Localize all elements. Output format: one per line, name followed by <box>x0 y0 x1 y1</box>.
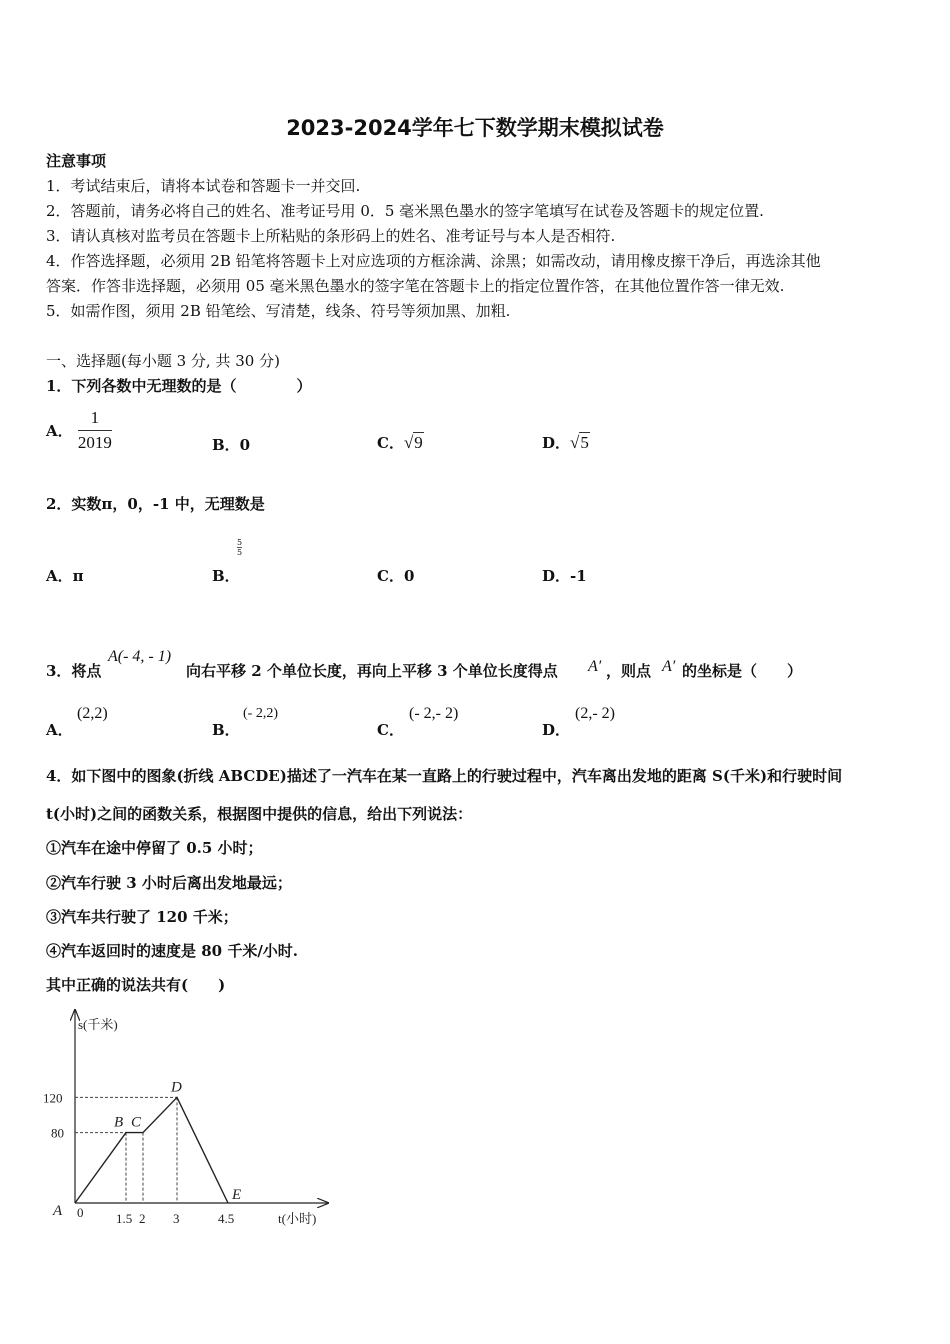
q1-option-d <box>542 432 590 453</box>
q1-c-sqrt: √9 <box>403 433 423 452</box>
q4-ask: 其中正确的说法共有( ) <box>46 976 226 994</box>
point-label-A: A <box>53 1203 63 1219</box>
q2-option-c: C．0 <box>377 567 415 585</box>
y-tick-80: 80 <box>51 1125 64 1141</box>
q4-distance-time-chart <box>40 1005 340 1235</box>
q2-b-numerator: 5 <box>237 538 243 547</box>
y-axis-label: s(千米) <box>78 1017 118 1032</box>
q1-c-radicand: 9 <box>414 433 423 452</box>
q2-b-denominator: 5 <box>237 548 243 557</box>
q1-a-denominator: 2019 <box>77 433 112 452</box>
q1-option-a-fraction <box>78 408 112 453</box>
q4-line-1: 4．如下图中的图象(折线 ABCDE)描述了一汽车在某一直路上的行驶过程中，汽车离出发地的距离 S(千米)和行驶时间 <box>46 767 843 785</box>
point-label-B: B <box>114 1114 124 1131</box>
q1-option-a <box>46 408 112 453</box>
point-label-E: E <box>232 1187 242 1203</box>
q3-option-a-value: (2,2) <box>77 705 108 722</box>
q2-option-b: B． <box>212 567 240 585</box>
x-tick-3: 3 <box>173 1211 180 1226</box>
q4-statement-1: ①汽车在途中停留了 0.5 小时； <box>46 839 263 857</box>
q1-option-a-label: A． <box>46 422 73 440</box>
note-item-1: 1．考试结束后，请将本试卷和答题卡一并交回. <box>46 177 361 195</box>
q2-option-b-fraction <box>237 538 242 559</box>
q2-option-d: D．-1 <box>542 567 587 585</box>
x-tick-1.5: 1.5 <box>116 1211 133 1226</box>
q1-a-numerator: 1 <box>78 408 112 431</box>
y-tick-120: 120 <box>43 1090 63 1106</box>
q1-stem: 1．下列各数中无理数的是（ ） <box>46 377 312 395</box>
section-heading: 一、选择题(每小题 3 分, 共 30 分) <box>46 352 280 370</box>
q1-option-c-label: C． <box>377 434 404 452</box>
q3-option-d-value: (2,- 2) <box>575 705 615 722</box>
q3-option-d-label: D． <box>542 721 571 739</box>
q3-option-b-label: B． <box>212 721 240 739</box>
point-label-C: C <box>131 1114 142 1131</box>
q1-option-d-label: D． <box>542 434 571 452</box>
series-line-ABCDE <box>75 1097 228 1203</box>
origin-label: 0 <box>77 1205 84 1220</box>
note-item-4: 4．作答选择题，必须用 2B 铅笔将答题卡上对应选项的方框涂满、涂黑；如需改动，请用橡皮擦干净后，再选涂其他 <box>46 252 821 270</box>
q3-option-c-label: C． <box>377 721 404 739</box>
note-item-5: 5．如需作图，须用 2B 铅笔绘、写清楚，线条、符号等须加黑、加粗. <box>46 302 511 320</box>
x-tick-2: 2 <box>139 1211 146 1226</box>
q3-point-a: A(- 4, - 1) <box>108 648 172 665</box>
q4-line-2: t(小时)之间的函数关系，根据图中提供的信息，给出下列说法： <box>46 805 473 823</box>
q3-stem-end: 的坐标是（ ） <box>682 662 803 680</box>
q2-b-fraction <box>237 538 242 557</box>
q3-stem-mid: 向右平移 2 个单位长度，再向上平移 3 个单位长度得点 <box>186 662 558 680</box>
page-title: 2023-2024学年七下数学期末模拟试卷 <box>286 116 664 140</box>
q1-option-c <box>377 432 424 453</box>
q1-option-b: B．0 <box>212 436 251 454</box>
q1-d-sqrt: √5 <box>570 433 589 452</box>
q4-statement-3: ③汽车共行驶了 120 千米； <box>46 908 238 926</box>
q3-point-a-prime-2: A′ <box>662 658 676 675</box>
q2-option-a: A．π <box>46 567 84 585</box>
note-item-2: 2．答题前，请务必将自己的姓名、准考证号用 0．5 毫米黑色墨水的签字笔填写在试卷及答题卡的规定位置. <box>46 202 764 220</box>
q3-option-b-value: (- 2,2) <box>243 706 278 721</box>
x-tick-4.5: 4.5 <box>218 1211 235 1226</box>
point-label-D: D <box>171 1079 182 1096</box>
x-axis-label: t(小时) <box>278 1211 317 1226</box>
note-item-3: 3．请认真核对监考员在答题卡上所粘贴的条形码上的姓名、准考证号与本人是否相符. <box>46 227 616 245</box>
q3-stem-start: 3．将点 <box>46 662 102 680</box>
q3-option-c-value: (- 2,- 2) <box>409 705 459 722</box>
q4-statement-4: ④汽车返回时的速度是 80 千米/小时. <box>46 942 299 960</box>
q3-point-a-prime-1: A′ <box>588 658 602 675</box>
q3-option-a-label: A． <box>46 721 73 739</box>
q2-stem: 2．实数π，0，-1 中，无理数是 <box>46 495 265 513</box>
notes-heading: 注意事项 <box>46 152 107 170</box>
q3-stem-mid2: ，则点 <box>606 662 652 680</box>
q4-statement-2: ②汽车行驶 3 小时后离出发地最远； <box>46 874 292 892</box>
note-item-4-cont: 答案．作答非选择题，必须用 05 毫米黑色墨水的签字笔在答题卡上的指定位置作答，在其他位置作答一律无效. <box>46 277 785 295</box>
q1-d-radicand: 5 <box>580 433 589 452</box>
